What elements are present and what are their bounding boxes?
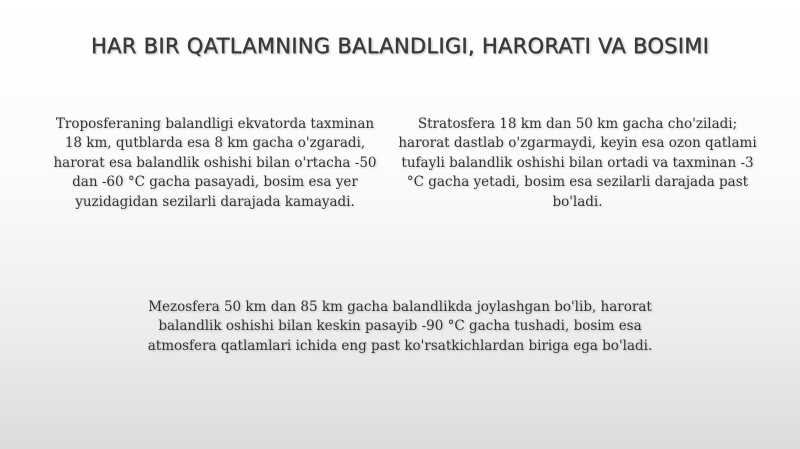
troposphere-paragraph: Troposferaning balandligi ekvatorda taxminan 18 km, qutblarda esa 8 km gacha o'zgaradi, harorat esa balandlik oshishi bilan o'rtacha -50 dan -60 °C gacha pasayadi, bosim esa yer yuzidagidan sezilarli darajada kamayadi. — [53, 116, 377, 210]
mesosphere-paragraph: Mezosfera 50 km dan 85 km gacha balandlikda joylashgan bo'lib, harorat balandlik oshishi bilan keskin pasayib -90 °C gacha tushadi, bosim esa atmosfera qatlamlari ichida eng past ko'rsatkichlardan biriga ega bo'ladi. — [147, 299, 653, 354]
slide-title: HAR BIR QATLAMNING BALANDLIGI, HARORATI VA BOSIMI — [90, 34, 710, 58]
stratosphere-paragraph: Stratosfera 18 km dan 50 km gacha cho'ziladi; harorat dastlab o'zgarmaydi, keyin esa ozon qatlami tufayli balandlik oshishi bilan ortadi va taxminan -3 °C gacha yetadi, bosim esa sezilarli darajada past bo'ladi. — [398, 116, 757, 210]
